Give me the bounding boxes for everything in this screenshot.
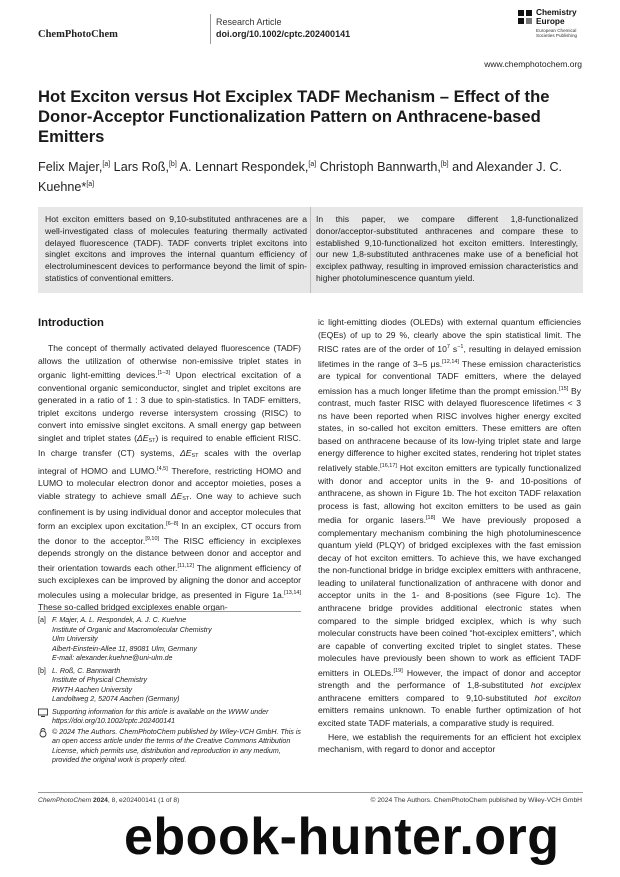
doi-link[interactable]: doi.org/10.1002/cptc.202400141 (216, 29, 351, 39)
intro-paragraph: The concept of thermally activated delayed fluorescence (TADF) allows the utilization of otherwise non-emissive triplet states in organic light-emitting devices.[1–3] Upon electrical excitation of a conventional organic semiconductor, singlet and triplet excitons are generated in a ratio of 1 : 3 due to spin-statistics. In TADF emitters, triplet excitons undergo reverse intersystem crossing (RISC) to convert into emissive singlet excitons. A small energy gap between singlet and triplet states $(\Delta E_{ST})$ is required to enable efficient RISC. In charge transfer (CT) systems, $\Delta E_{ST}$ scales with the overlap integral of HOMO and LUMO.[4,5] Therefore, restricting HOMO and LUMO to molecular electron donor and acceptor moieties, poses a viable strategy to achieve small $\Delta E_{ST}$. One way to achieve such confinement is by using individual donor and acceptor molecules that form an exciplex upon excitation.[6–8] In an exciplex, CT occurs from the donor to the acceptor.[9,10] The RISC efficiency in exciplexes depends strongly on the distance between donor and acceptor and their orientation towards each other.[11,12] The alignment efficiency of such exciplexes can be improved by aligning the donor and acceptor molecules using a molecular bridge, as presented in Figure 1a.[13,14] These so-called bridged exciplexes enable organ- (38, 343, 302, 613)
footer-copyright: © 2024 The Authors. ChemPhotoChem published by Wiley-VCH GmbH (370, 797, 582, 804)
citation[interactable]: [1–3] (157, 370, 170, 377)
open-access-icon (38, 728, 48, 738)
publisher-subtitle: European Chemical Societies Publishing (536, 28, 578, 39)
footer-citation: ChemPhotoChem 2024, 8, e202400141 (1 of 8) (38, 797, 180, 804)
citation[interactable]: [12,14] (442, 358, 459, 365)
chemistry-europe-icon (518, 10, 532, 24)
corresponding-email[interactable]: E-mail: alexander.kuehne@uni-ulm.de (52, 654, 173, 662)
publisher-logo[interactable] (518, 8, 588, 44)
author-list: Felix Majer,[a] Lars Roß,[b] A. Lennart Respondek,[a] Christoph Bannwarth,[b] and Alexander J. C. Kuehne*[a] (38, 160, 563, 194)
citation[interactable]: [16,17] (380, 463, 397, 470)
affiliations (38, 616, 301, 767)
citation[interactable]: [13,14] (284, 589, 301, 596)
abstract-divider (310, 207, 311, 293)
left-column (38, 316, 301, 614)
citation[interactable]: [19] (393, 667, 403, 674)
right-column (318, 316, 581, 756)
citation[interactable]: [11,12] (177, 562, 194, 569)
header-divider (210, 14, 211, 44)
affiliation-divider (38, 611, 301, 612)
article-title: Hot Exciton versus Hot Exciplex TADF Mechanism – Effect of the Donor-Acceptor Functionalization Pattern on Anthracene-based Emitters (38, 87, 550, 146)
abstract-box (38, 207, 583, 293)
watermark: ebook-hunter.org (124, 808, 560, 866)
citation[interactable]: [6–8] (166, 521, 179, 528)
affiliation-a: [a] F. Majer, A. L. Respondek, A. J. C. Kuehne Institute of Organic and Macromolecular Chemistry Ulm University Albert-Einstein-Allee 11, 89081 Ulm, Germany E-mail: alexander.kuehne@uni-ulm.de (38, 616, 212, 662)
affiliation-b: [b] L. Roß, C. Bannwarth Institute of Physical Chemistry RWTH Aachen University Landoltweg 2, 52074 Aachen (Germany) (38, 666, 180, 703)
journal-website[interactable]: www.chemphotochem.org (484, 59, 582, 69)
monitor-icon (38, 708, 48, 718)
license-note: © 2024 The Authors. ChemPhotoChem published by Wiley-VCH GmbH. This is an open access article under the terms of the Creative Commons Attribution License, which permits use, distribution and reproduction in any medium, provided the original work is properly cited. (38, 728, 301, 766)
publisher-name: Chemistry Europe (536, 7, 577, 26)
footer-divider (38, 792, 583, 793)
body-paragraph: ic light-emitting diodes (OLEDs) with external quantum efficiencies (EQEs) of up to 29 %, clearly above the spin statistical limit. The RISC rates are of the order of $10^7$ $s^{-1}$, resulting in delayed emission lifetimes in the range of 3–5 μs.[12,14] These emission characteristics are typical for conventional TADF emitters, where the delayed emission has a much longer lifetime than the prompt emission.[15] By contrast, much faster RISC with delayed fluorescence lifetimes < 3 ns have been reported when RISC involves higher energy excited states, in so-called hot exciton emitters. These emitters are often based on anthracene because of its low-lying triplet state and large energy difference to higher excited states, rendering hot triplet states relatively stable.[16,17] Hot exciton emitters are typically functionalized with donor and acceptor units in the 9- and 10-positions of anthracene, as shown in Figure 1b. The hot exciton TADF relaxation process is fast, allowing hot exciton emitters to be used as gain media for organic lasers.[18] We have previously proposed a complementary mechanism combining the high photoluminescence quantum yield (PLQY) of bridged exciplexes with the fast emission decay of hot exciton emitters. To achieve this, we have exchanged the non-functional bridge in bridge exciplex emitters with anthracene, leading to unilateral functionalization of anthracene with donor and acceptor units in the 1- and 8-positions (see Figure 1c). The anthracene bridge provides additional electronic states when compared to the simple bridged exciplex, which is why such molecular constructs have been coined “hot-exciplex emitters”, which are capable of converting excited triplet to singlet states. These molecules have previously been shown to work as efficient TADF emitters in OLEDs.[19] However, the impact of donor and acceptor strength and the performance of 1,8-substituted hot exciplex anthracene emitters compared to 9,10-substituted hot exciton emitters remains unknown. To enable further optimization of hot excited state TADF materials, a comparative study is required. (318, 317, 582, 728)
citation[interactable]: [9,10] (145, 535, 160, 542)
article-type: Research Article (216, 17, 282, 27)
journal-name: ChemPhotoChem (38, 29, 118, 40)
page-header (0, 0, 620, 48)
abstract-left: Hot exciton emitters based on 9,10-substituted anthracenes are a well-investigated class of molecules featuring thermally activated delayed fluorescence (TADF). TADF converts triplet excitons into singlet excitons and improves the internal quantum efficiency of electroluminescent devices to performance beyond the limit of spin-statistics of conventional emitters. (45, 214, 307, 283)
citation[interactable]: [15] (559, 385, 569, 392)
abstract-right: In this paper, we compare different 1,8-functionalized donor/acceptor-substituted anthracenes and compare these to established 9,10-functionalized hot exciton emitters. Interestingly, our new 1,8-substituted anthracenes make use of a beneficial hot exciplex pathway, resulting in improved emission characteristics and higher photoluminescence quantum yield. (316, 214, 578, 283)
section-heading-introduction: Introduction (38, 317, 104, 329)
supporting-info-note[interactable]: Supporting information for this article is available on the WWW under https://doi.org/10.1002/cptc.202400141 (38, 708, 301, 727)
citation[interactable]: [4,5] (157, 465, 168, 472)
body-paragraph: Here, we establish the requirements for an efficient hot exciplex mechanism, with regard to donor and acceptor (318, 731, 581, 755)
citation[interactable]: [18] (426, 515, 436, 522)
